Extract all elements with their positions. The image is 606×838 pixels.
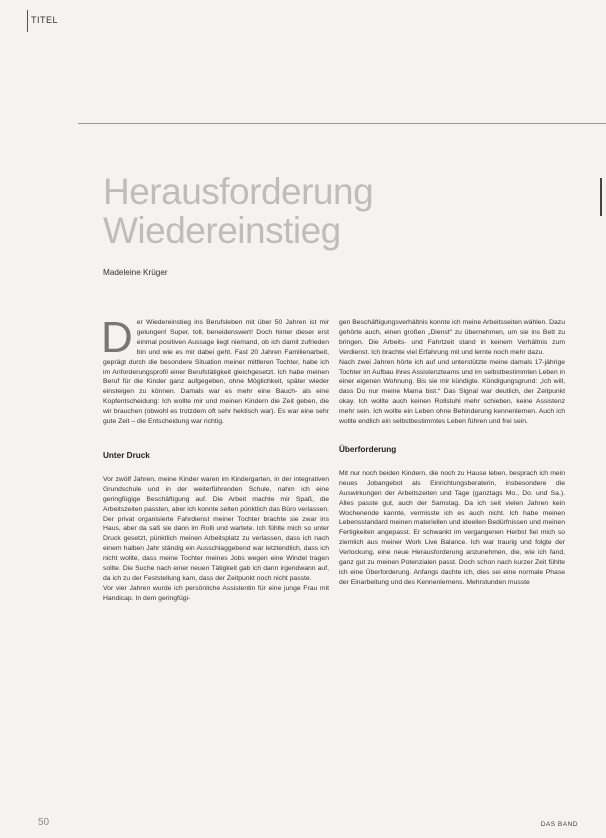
- edge-mark: [600, 198, 602, 216]
- paragraph: Vor vier Jahren wurde ich persönliche Assistentin für eine junge Frau mit Handicap. In dem geringfügi-: [103, 584, 329, 602]
- paragraph: Mit nur noch beiden Kindern, die noch zu Hause leben, besprach ich mein neues Jobangebot als Einrichtungsberaterin, insbesondere die Auswirkungen der Arbeitszeiten und Tage (ganztags Mo., Do. und Sa.). Alles passte gut, auch der Samstag. Da ich seit vielen Jahren kein Wochenende kannte, vermisste ich es auch nicht. Ich habe meinen Lebensstandard meinen materiellen und ideellen Bedürfnissen und meinen Fertigkeiten angepasst. Er schwankt im vergangenen Herbst fiel mich so ziemlich aus meiner Work Live Balance. Ich war traurig und folgte der Verlockung, eine neue Herausforderung anzunehmen, die, wie ich fand, ganz gut zu meinen Potenzialen passt. Doch schon nach kurzer Zeit fühlte ich eine Überforderung. Anfangs dachte ich, dies sei eine normale Phase der Einarbeitung und des Kennenlernens. Mehrstunden musste: [339, 469, 565, 586]
- title-line-2: Wiedereinstieg: [103, 210, 341, 251]
- text-column-right: [339, 318, 565, 588]
- paragraph: Nach zwei Jahren hörte ich auf und unterstützte meine damals 17-jährige Tochter im Aufbau ihres Assistenzteams und im selbstbestimmten Leben in einer eigenen Wohnung. Bis sie mir kündigte. Kündigungsgrund: „Ich will, dass Du nur meine Mama bist.“ Das Signal war deutlich, der Zeitpunkt okay. Ich wollte auch keinen Rollstuhl mehr schieben, keine Assistenz mehr sein. Ich wollte ein Leben ohne Behinderung kennenlernen. Auch ich wollte endlich ein selbstbestimmtes Leben führen und frei sein.: [339, 358, 565, 426]
- paragraph-text: er Wiedereinstieg ins Berufsleben mit über 50 Jahren ist mir gelungen! Super, toll, beneidenswert! Doch hinter dieser erst einmal positiven Aussage liegt niemand, ob ich damit zufrieden bin und wie es mir dabei geht. Fast 20 Jahren Familienarbeit, geprägt durch die besondere Situation meiner mittleren Tochter, habe ich im Anforderungsprofil einer Berufstätigkeit gleichgesetzt. Ich habe meinen Beruf für die Kinder ganz aufgegeben, ohne Möglichkeit, später wieder einsteigen zu können. Damals war es mehr eine Bauch- als eine Kopfentscheidung: Ich wollte mir und meinen Kindern die Zeit geben, die wir brauchen (obwohl es trotzdem oft sehr hektisch war). Es war eine sehr gute Zeit – die Entscheidung war richtig.: [103, 319, 329, 426]
- article-title: [103, 172, 463, 250]
- text-column-left: [101, 313, 329, 604]
- section-label: TITEL: [31, 15, 59, 25]
- paragraph: [101, 313, 329, 427]
- section-marker-line: [27, 10, 28, 32]
- subheading: Unter Druck: [103, 450, 150, 460]
- page-number: 50: [38, 817, 50, 828]
- edge-mark: [600, 178, 602, 200]
- subheading: Überforderung: [339, 444, 397, 454]
- magazine-name: DAS BAND: [540, 821, 578, 828]
- paragraph: gen Beschäftigungsverhältnis konnte ich meine Arbeitsseiten wählen. Dazu gehörte auch, einen großen „Dienst“ zu übernehmen, um sie ins Bett zu bringen. Die Arbeits- und Fahrtzeit stand in keinem Verhältnis zum Verdienst. Ich brachte viel Erfahrung mit und lernte noch mehr dazu.: [339, 319, 565, 356]
- author-byline: Madeleine Krüger: [103, 268, 168, 277]
- drop-cap: D: [101, 313, 133, 362]
- title-line-1: Herausforderung: [103, 171, 374, 212]
- paragraph: Vor zwölf Jahren, meine Kinder waren im Kindergarten, in der integrativen Grundschule und in der weiterführenden Schule, nahm ich eine geringfügige Beschäftigung auf. Die Arbeit machte mir Spaß, die Arbeitszeiten passten, aber ich konnte selten pünktlich das Büro verlassen. Der privat organisierte Fahrdienst meiner Tochter brachte sie zwar ins Haus, aber da saß sie dann im Rolli und wartete. Ich fühlte mich so unter Druck gesetzt, pünktlich meinen Arbeitsplatz zu verlassen, dass ich nach einem halben Jahr ständig ein Ausschlaggebend war letztendlich, dass ich nicht wollte, dass meine Tochter meines Jobs wegen eine Windel tragen sollte. Die Suche nach einer neuen Tätigkeit gab ich dann irgendwann auf, da ich zu der Feststellung kam, dass der Zeitpunkt noch nicht passte.: [103, 475, 329, 582]
- header-divider: [78, 123, 606, 124]
